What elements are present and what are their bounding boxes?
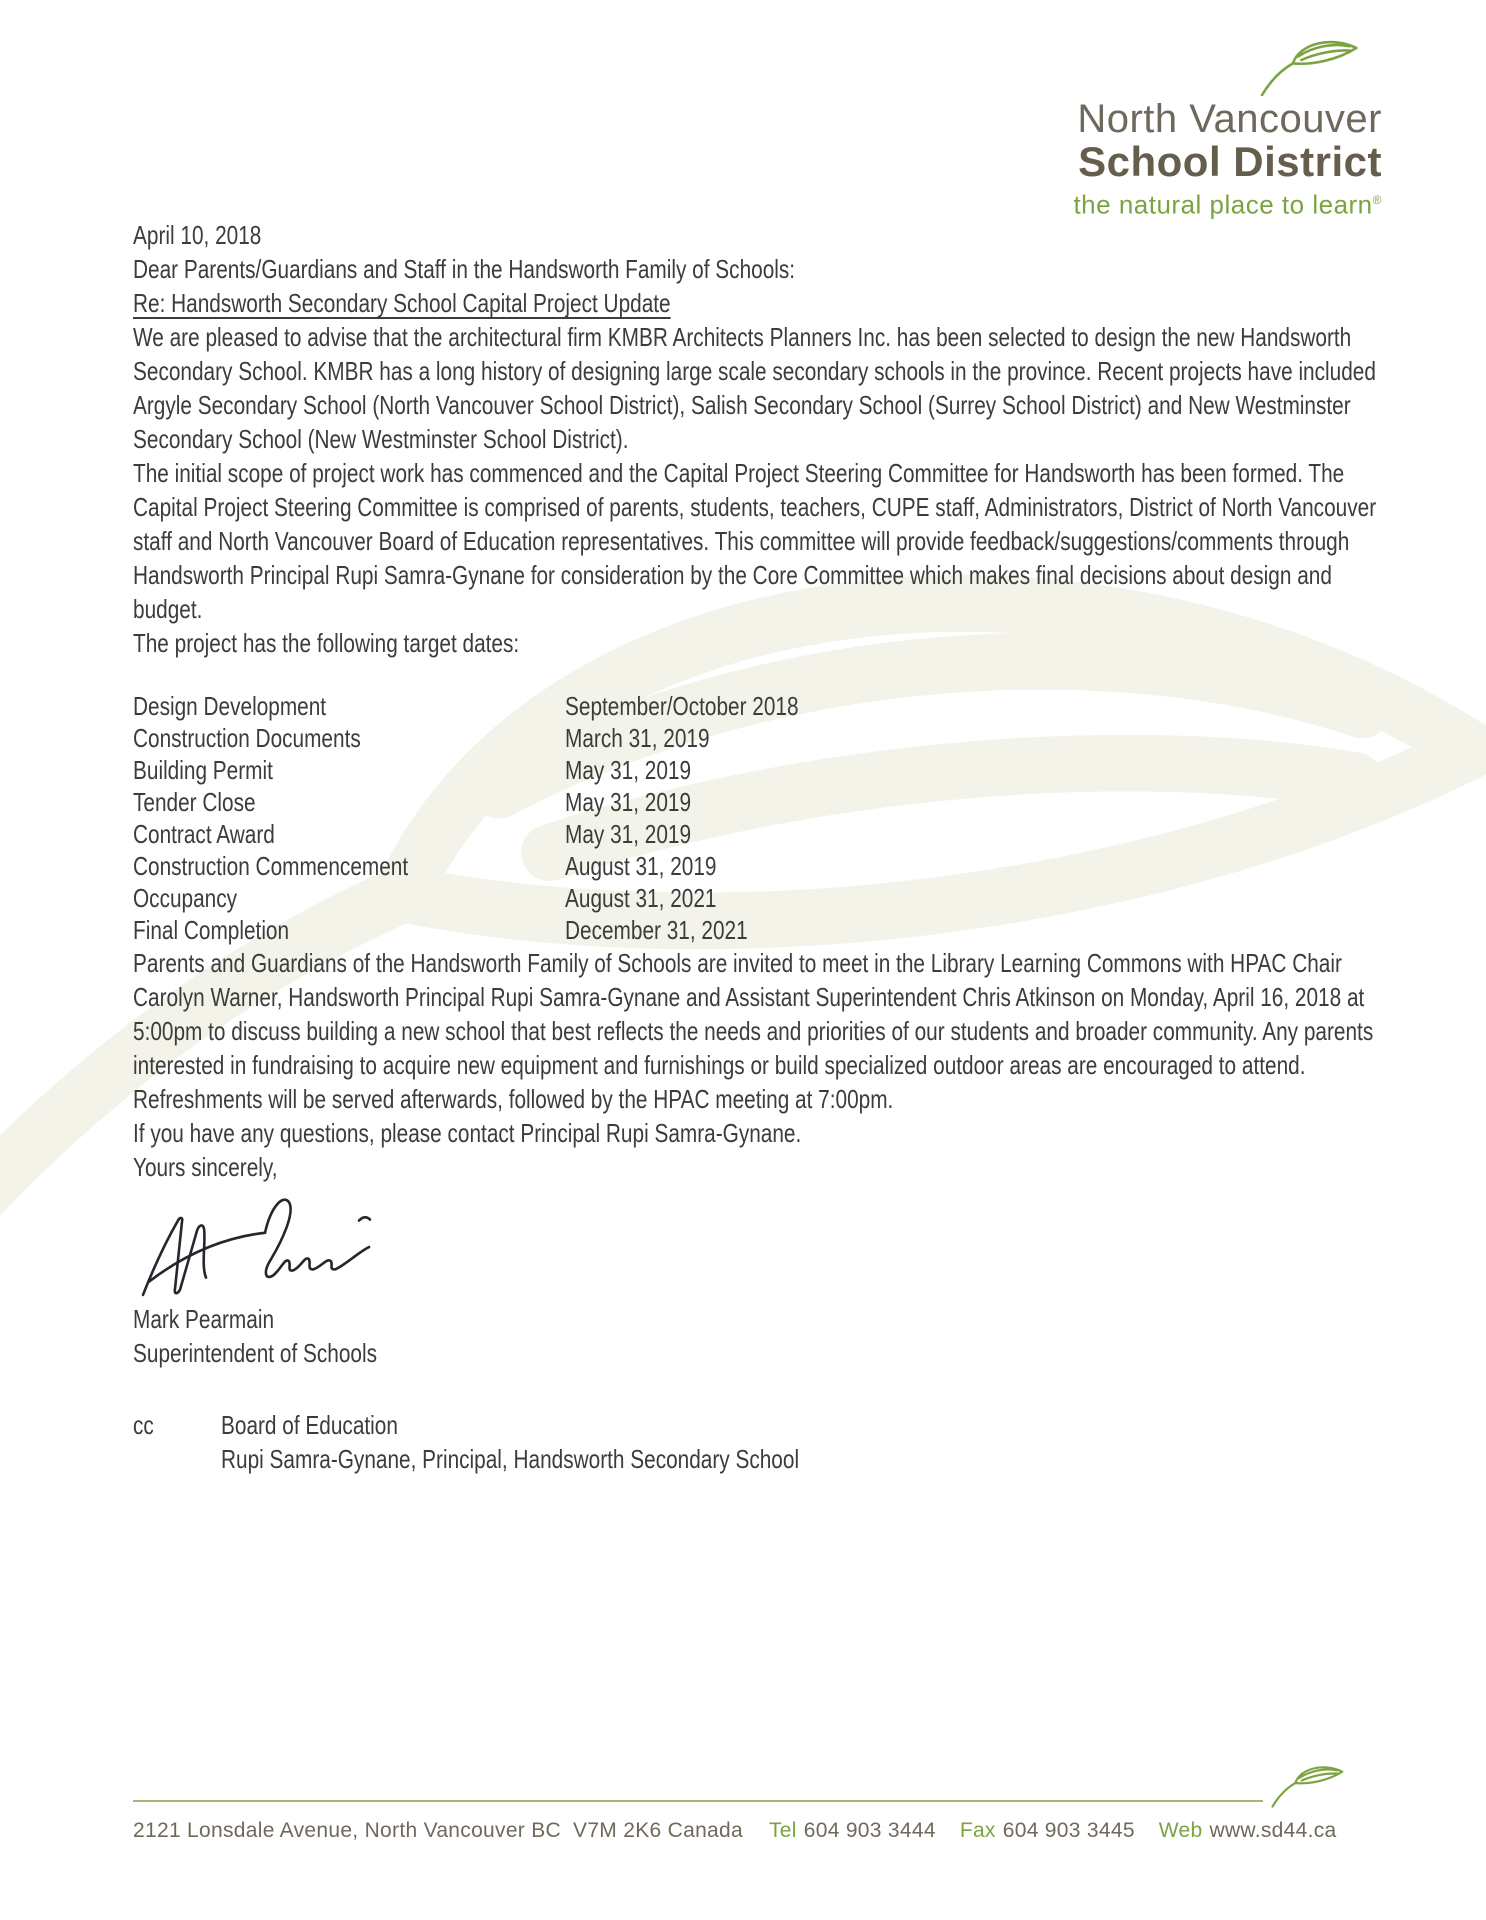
org-name-line1: North Vancouver xyxy=(1077,97,1382,141)
fax-label: Fax xyxy=(959,1819,996,1842)
cc-block xyxy=(133,1408,1385,1476)
cc-recipient: Board of Education xyxy=(221,1410,398,1440)
district-logo xyxy=(1073,36,1382,221)
phase-label: Building Permit xyxy=(133,755,273,785)
target-date-row xyxy=(133,818,1385,850)
org-tagline xyxy=(1073,184,1382,221)
salutation: Dear Parents/Guardians and Staff in the Handsworth Family of Schools: xyxy=(133,254,796,284)
cc-row xyxy=(133,1442,1385,1476)
closing-line: Yours sincerely, xyxy=(133,1152,278,1182)
footer-leaf-icon xyxy=(1270,1762,1346,1808)
signature-image xyxy=(133,1190,373,1302)
fax-number: 604 903 3445 xyxy=(1002,1819,1135,1842)
footer-divider xyxy=(133,1800,1263,1802)
phase-date: September/October 2018 xyxy=(565,691,799,721)
subject-line: Re: Handsworth Secondary School Capital Project Update xyxy=(133,288,671,318)
footer-postal: V7M 2K6 Canada xyxy=(573,1819,743,1842)
phase-date: May 31, 2019 xyxy=(565,787,692,817)
target-date-row xyxy=(133,754,1385,786)
web-url: www.sd44.ca xyxy=(1209,1819,1337,1842)
leaf-icon xyxy=(1252,36,1368,96)
signer-title: Superintendent of Schools xyxy=(133,1338,377,1368)
registered-mark: ® xyxy=(1372,193,1382,207)
phase-date: August 31, 2019 xyxy=(565,851,717,881)
phase-date: August 31, 2021 xyxy=(565,883,717,913)
letter-body xyxy=(133,218,1385,1476)
cc-label-spacer xyxy=(133,1442,221,1476)
phase-date: March 31, 2019 xyxy=(565,723,710,753)
cc-label: cc xyxy=(133,1410,154,1440)
target-date-row xyxy=(133,722,1385,754)
paragraph-architect: We are pleased to advise that the architectural firm KMBR Architects Planners Inc. has been selected to design the new Handsworth Secondary School. KMBR has a long history of designing large scale secondary schools in the province. Recent projects have included Argyle Secondary School (North Vancouver School District), Salish Secondary School (Surrey School District) and New Westminster Secondary School (New Westminster School District). xyxy=(133,322,1376,454)
org-tagline-text: the natural place to learn xyxy=(1073,189,1373,220)
paragraph-committee: The initial scope of project work has commenced and the Capital Project Steering Committee for Handsworth has been formed. The Capital Project Steering Committee is comprised of parents, students, teachers, CUPE staff, Administrators, District of North Vancouver staff and North Vancouver Board of Education representatives. This committee will provide feedback/suggestions/comments through Handsworth Principal Rupi Samra-Gynane for consideration by the Core Committee which makes final decisions about design and budget. xyxy=(133,458,1377,624)
cc-row xyxy=(133,1408,1385,1442)
phase-label: Final Completion xyxy=(133,915,290,945)
phase-label: Contract Award xyxy=(133,819,275,849)
cc-recipient: Rupi Samra-Gynane, Principal, Handsworth Secondary School xyxy=(221,1444,800,1474)
letter-date: April 10, 2018 xyxy=(133,220,262,250)
phase-label: Occupancy xyxy=(133,883,238,913)
footer-address: 2121 Lonsdale Avenue, North Vancouver BC xyxy=(133,1819,562,1842)
target-dates-intro: The project has the following target dates: xyxy=(133,628,520,658)
target-date-row xyxy=(133,882,1385,914)
target-date-row xyxy=(133,850,1385,882)
signer-name: Mark Pearmain xyxy=(133,1304,275,1334)
tel-label: Tel xyxy=(769,1819,797,1842)
phase-label: Construction Documents xyxy=(133,723,361,753)
phase-date: December 31, 2021 xyxy=(565,915,748,945)
paragraph-meeting: Parents and Guardians of the Handsworth Family of Schools are invited to meet in the Library Learning Commons with HPAC Chair Carolyn Warner, Handsworth Principal Rupi Samra-Gynane and Assistant Superintendent Chris Atkinson on Monday, April 16, 2018 at 5:00pm to discuss building a new school that best reflects the needs and priorities of our students and broader community. Any parents interested in fundraising to acquire new equipment and furnishings or build specialized outdoor areas are encouraged to attend. Refreshments will be served afterwards, followed by the HPAC meeting at 7:00pm. xyxy=(133,948,1374,1114)
questions-line: If you have any questions, please contact Principal Rupi Samra-Gynane. xyxy=(133,1118,802,1148)
target-date-row xyxy=(133,690,1385,722)
phase-date: May 31, 2019 xyxy=(565,819,692,849)
web-label: Web xyxy=(1158,1819,1203,1842)
phase-label: Construction Commencement xyxy=(133,851,409,881)
org-name-line2: School District xyxy=(1078,138,1382,185)
phase-label: Design Development xyxy=(133,691,327,721)
target-date-row xyxy=(133,914,1385,946)
target-date-row xyxy=(133,786,1385,818)
phase-date: May 31, 2019 xyxy=(565,755,692,785)
tel-number: 604 903 3444 xyxy=(803,1819,936,1842)
footer-contact-line xyxy=(133,1818,1337,1844)
phase-label: Tender Close xyxy=(133,787,256,817)
target-dates-table xyxy=(133,690,1385,946)
